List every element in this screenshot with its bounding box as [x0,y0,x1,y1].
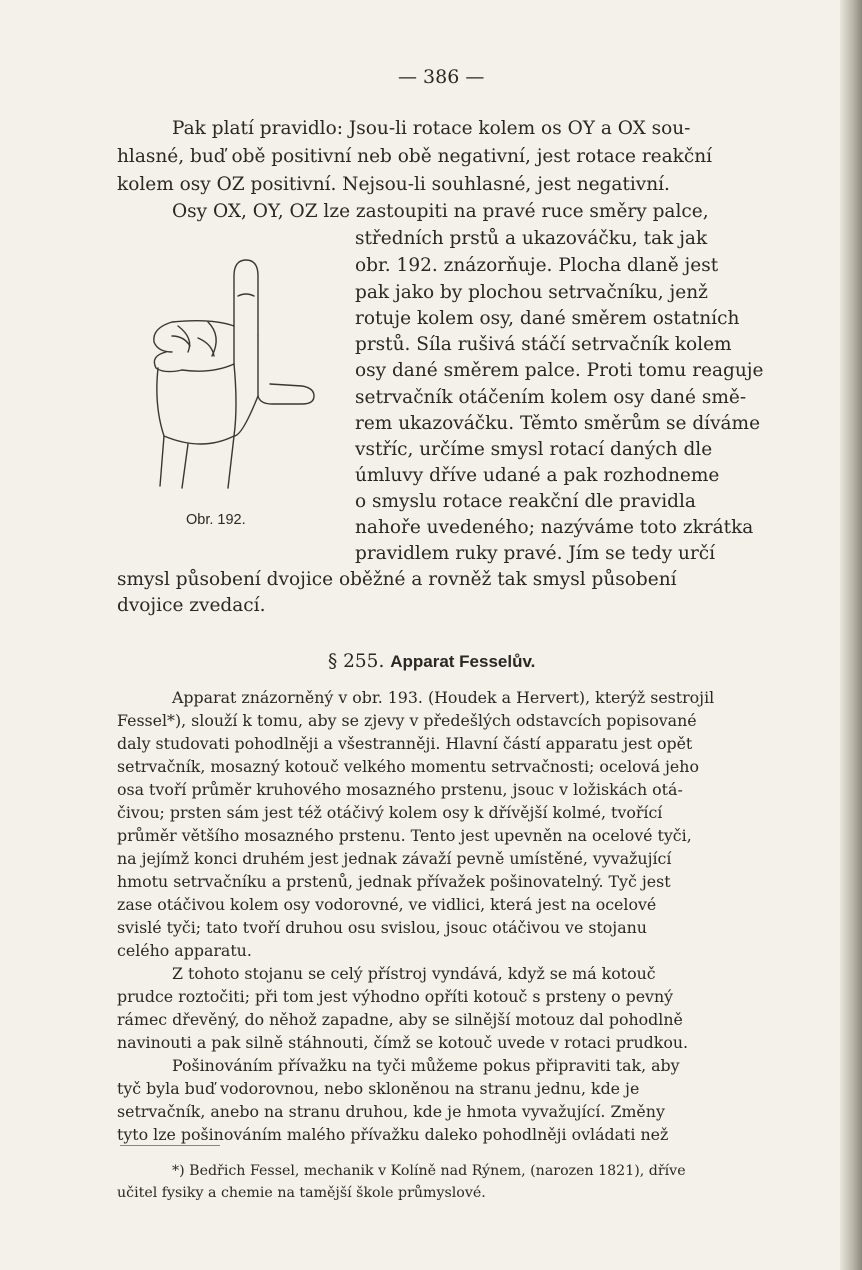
body-line: hmotu setrvačníku a prstenů, jednak přívažek pošinovatelný. Tyč jest [117,872,671,891]
body-line: prudce roztočiti; při tom jest výhodno opříti kotouč s prsteny o pevný [117,987,674,1006]
body-line: tyč byla buď vodorovnou, nebo skloněnou na stranu jednu, kde je [117,1079,640,1098]
body-line: zase otáčivou kolem osy vodorovné, ve vidlici, která jest na ocelové [117,895,657,914]
wrap-line: rotuje kolem osy, dané směrem ostatních [355,308,740,329]
figure-caption: Obr. 192. [186,512,246,528]
body-line: čivou; prsten sám jest též otáčivý kolem osy k dřívější kolmé, tvořící [117,803,663,822]
text-line: smysl působení dvojice oběžné a rovněž tak smysl působení [117,569,677,590]
wrap-line: osy dané směrem palce. Proti tomu reaguje [355,360,764,381]
text-line: Pak platí pravidlo: Jsou-li rotace kolem os OY a OX sou- [172,118,691,139]
wrap-line: nahoře uvedeného; nazýváme toto zkrátka [355,517,754,538]
body-line: tyto lze pošinováním malého přívažku daleko pohodlněji ovládati než [117,1125,669,1144]
text-line: dvojice zvedací. [117,595,266,616]
wrap-line: rem ukazováčku. Těmto směrům se díváme [355,413,761,434]
wrap-line: vstříc, určíme smysl rotací daných dle [355,439,713,460]
body-line: setrvačník, anebo na stranu druhou, kde je hmota vyvažující. Změny [117,1102,665,1121]
wrap-line: setrvačník otáčením kolem osy dané smě- [355,387,747,408]
right-hand-rule-figure [142,256,320,496]
wrap-line: pravidlem ruky pravé. Jím se tedy určí [355,543,716,564]
body-line: Z tohoto stojanu se celý přístroj vyndává, když se má kotouč [172,964,656,983]
footnote-line: učitel fysiky a chemie na tamější škole průmyslové. [117,1185,486,1201]
wrap-line: o smyslu rotace reakční dle pravidla [355,491,696,512]
body-line: Pošinováním přívažku na tyči můžeme pokus připraviti tak, aby [172,1056,680,1075]
footnote-line: *) Bedřich Fessel, mechanik v Kolíně nad Rýnem, (narozen 1821), dříve [172,1163,686,1179]
section-heading [328,651,535,672]
wrap-line: prstů. Síla rušivá stáčí setrvačník kolem [355,334,732,355]
body-line: celého apparatu. [117,941,252,960]
body-line: Apparat znázorněný v obr. 193. (Houdek a Hervert), kterýž sestrojil [172,688,715,707]
section-number: § 255. [328,651,385,672]
body-line: na jejímž konci druhém jest jednak závaží pevně umístěné, vyvažující [117,849,672,868]
body-line: osa tvoří průměr kruhového mosazného prstenu, jsouc v ložiskách otá- [117,780,683,799]
wrap-line: obr. 192. znázorňuje. Plocha dlaně jest [355,255,719,276]
body-line: průměr většího mosazného prstenu. Tento jest upevněn na ocelové tyči, [117,826,692,845]
text-line: hlasné, buď obě positivní neb obě negativní, jest rotace reakční [117,146,713,167]
body-line: daly studovati pohodlněji a všestranněji. Hlavní částí apparatu jest opět [117,734,693,753]
wrap-line: úmluvy dříve udané a pak rozhodneme [355,465,720,486]
page-edge [840,0,862,1270]
section-title: Apparat Fesselův. [390,652,536,671]
body-line: setrvačník, mosazný kotouč velkého momentu setrvačnosti; ocelová jeho [117,757,699,776]
wrap-line: pak jako by plochou setrvačníku, jenž [355,282,708,303]
footnote-separator [120,1145,220,1146]
wrap-line: středních prstů a ukazováčku, tak jak [355,228,708,249]
page-number: — 386 — [398,66,485,88]
text-line: kolem osy OZ positivní. Nejsou-li souhlasné, jest negativní. [117,174,670,195]
body-line: Fessel*), slouží k tomu, aby se zjevy v předešlých odstavcích popisované [117,711,697,730]
body-line: navinouti a pak silně stáhnouti, čímž se kotouč uvede v rotaci prudkou. [117,1033,689,1052]
body-line: svislé tyči; tato tvoří druhou osu svislou, jsouc otáčivou ve stojanu [117,918,647,937]
text-line: Osy OX, OY, OZ lze zastoupiti na pravé ruce směry palce, [172,201,709,222]
body-line: rámec dřevěný, do něhož zapadne, aby se silnější motouz dal pohodlně [117,1010,683,1029]
